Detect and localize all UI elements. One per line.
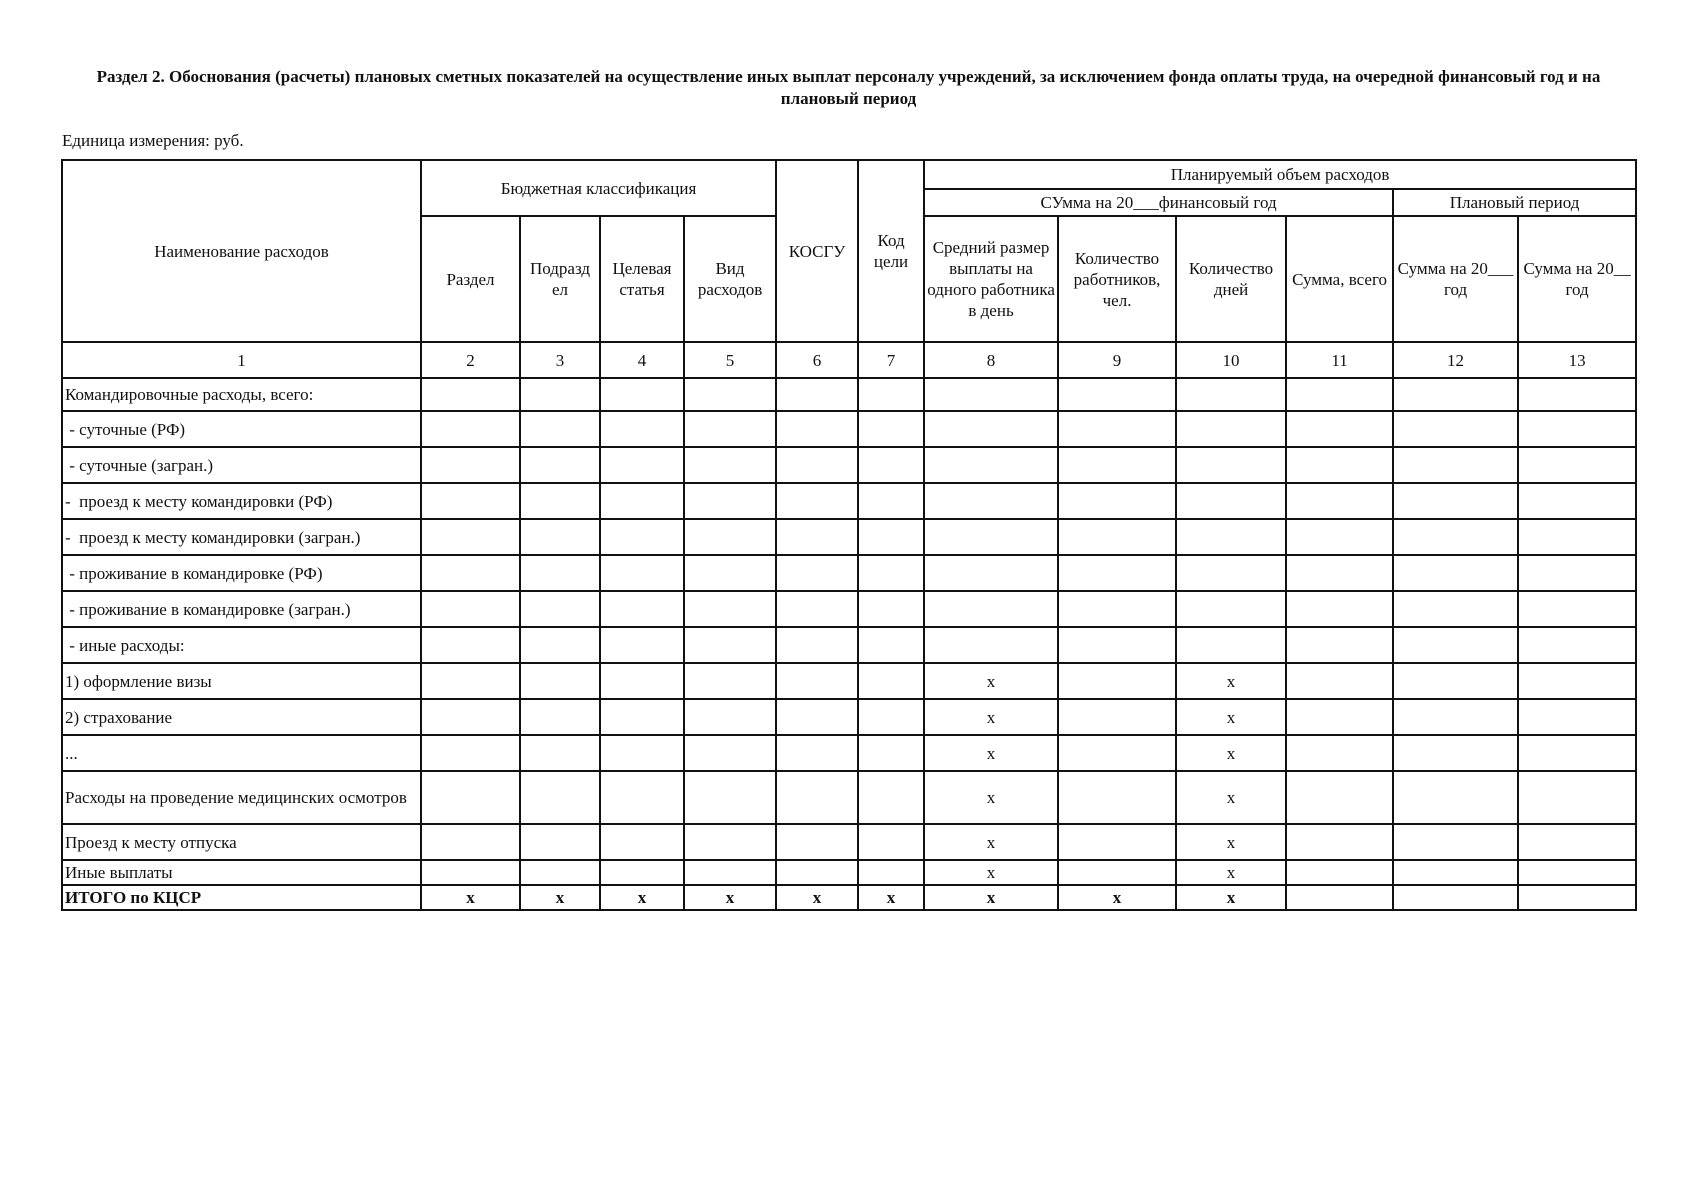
row-cell-12[interactable] [1393, 519, 1518, 555]
row-cell-5[interactable] [684, 699, 776, 735]
total-cell-7: х [858, 885, 924, 910]
row-cell-8 [924, 627, 1058, 663]
row-cell-7[interactable] [858, 824, 924, 860]
row-cell-8 [924, 378, 1058, 411]
row-cell-4[interactable] [600, 411, 684, 447]
row-cell-13[interactable] [1518, 860, 1636, 885]
total-cell-4: х [600, 885, 684, 910]
row-cell-5[interactable] [684, 735, 776, 771]
row-cell-4[interactable] [600, 483, 684, 519]
row-cell-7[interactable] [858, 591, 924, 627]
row-cell-11[interactable] [1286, 735, 1393, 771]
row-cell-13[interactable] [1518, 411, 1636, 447]
header-sum-current-year: СУмма на 20___финансовый год [924, 189, 1393, 216]
col-number: 13 [1518, 342, 1636, 378]
row-cell-8 [924, 483, 1058, 519]
row-name: ... [62, 735, 421, 771]
row-cell-12[interactable] [1393, 591, 1518, 627]
row-cell-4[interactable] [600, 771, 684, 824]
row-cell-13[interactable] [1518, 663, 1636, 699]
row-cell-4[interactable] [600, 555, 684, 591]
row-cell-4[interactable] [600, 735, 684, 771]
table-row [62, 483, 1636, 519]
row-cell-2[interactable] [421, 699, 520, 735]
row-cell-7[interactable] [858, 447, 924, 483]
row-cell-3[interactable] [520, 699, 600, 735]
row-cell-11[interactable] [1286, 824, 1393, 860]
row-cell-8: х [924, 860, 1058, 885]
row-cell-10 [1176, 591, 1286, 627]
row-cell-2[interactable] [421, 447, 520, 483]
row-cell-9[interactable] [1058, 555, 1176, 591]
table-row [62, 411, 1636, 447]
row-cell-2[interactable] [421, 824, 520, 860]
row-cell-11[interactable] [1286, 771, 1393, 824]
row-cell-2[interactable] [421, 483, 520, 519]
row-cell-13[interactable] [1518, 378, 1636, 411]
row-cell-4[interactable] [600, 591, 684, 627]
row-cell-11[interactable] [1286, 627, 1393, 663]
row-cell-12[interactable] [1393, 663, 1518, 699]
total-cell-6: х [776, 885, 858, 910]
row-cell-4[interactable] [600, 860, 684, 885]
row-cell-9[interactable] [1058, 824, 1176, 860]
col-number: 2 [421, 342, 520, 378]
row-cell-6[interactable] [776, 378, 858, 411]
table-row [62, 771, 1636, 824]
row-cell-9[interactable] [1058, 860, 1176, 885]
col-number: 10 [1176, 342, 1286, 378]
row-cell-12[interactable] [1393, 555, 1518, 591]
col-number: 1 [62, 342, 421, 378]
header-podrazdel: Подразд ел [520, 216, 600, 342]
row-cell-10 [1176, 411, 1286, 447]
row-cell-4[interactable] [600, 663, 684, 699]
row-cell-10 [1176, 555, 1286, 591]
row-cell-11[interactable] [1286, 663, 1393, 699]
row-cell-12[interactable] [1393, 447, 1518, 483]
row-cell-9[interactable] [1058, 519, 1176, 555]
row-cell-3[interactable] [520, 771, 600, 824]
row-cell-10: х [1176, 699, 1286, 735]
row-cell-3[interactable] [520, 591, 600, 627]
row-cell-6[interactable] [776, 663, 858, 699]
row-cell-7[interactable] [858, 378, 924, 411]
row-cell-5[interactable] [684, 519, 776, 555]
row-cell-13[interactable] [1518, 627, 1636, 663]
col-number: 11 [1286, 342, 1393, 378]
row-cell-13[interactable] [1518, 591, 1636, 627]
total-cell-12[interactable] [1393, 885, 1518, 910]
row-cell-3[interactable] [520, 378, 600, 411]
row-cell-2[interactable] [421, 411, 520, 447]
row-cell-9[interactable] [1058, 447, 1176, 483]
row-cell-9[interactable] [1058, 663, 1176, 699]
row-cell-3[interactable] [520, 483, 600, 519]
col-number: 4 [600, 342, 684, 378]
row-cell-12[interactable] [1393, 483, 1518, 519]
row-cell-11[interactable] [1286, 555, 1393, 591]
row-cell-10 [1176, 447, 1286, 483]
row-cell-2[interactable] [421, 735, 520, 771]
row-cell-6[interactable] [776, 555, 858, 591]
table-row [62, 824, 1636, 860]
col-number: 12 [1393, 342, 1518, 378]
row-cell-5[interactable] [684, 591, 776, 627]
col-number: 9 [1058, 342, 1176, 378]
row-cell-3[interactable] [520, 447, 600, 483]
row-cell-10: х [1176, 663, 1286, 699]
row-cell-3[interactable] [520, 735, 600, 771]
row-cell-10: х [1176, 735, 1286, 771]
table-row [62, 735, 1636, 771]
row-cell-9[interactable] [1058, 699, 1176, 735]
col-number: 5 [684, 342, 776, 378]
header-avg-payment: Средний размер выплаты на одного работника в день [924, 216, 1058, 342]
total-cell-8: х [924, 885, 1058, 910]
row-name: Расходы на проведение медицинских осмотров [62, 771, 421, 824]
row-cell-9[interactable] [1058, 378, 1176, 411]
row-cell-7[interactable] [858, 699, 924, 735]
row-cell-13[interactable] [1518, 447, 1636, 483]
row-cell-4[interactable] [600, 447, 684, 483]
row-cell-10 [1176, 519, 1286, 555]
row-cell-12[interactable] [1393, 735, 1518, 771]
row-cell-13[interactable] [1518, 483, 1636, 519]
row-cell-4[interactable] [600, 378, 684, 411]
table-row [62, 591, 1636, 627]
table-row [62, 699, 1636, 735]
row-cell-11[interactable] [1286, 519, 1393, 555]
row-cell-4[interactable] [600, 699, 684, 735]
col-number: 8 [924, 342, 1058, 378]
table-row [62, 663, 1636, 699]
row-cell-7[interactable] [858, 860, 924, 885]
header-sum-year-2: Сумма на 20__ год [1518, 216, 1636, 342]
row-name: - проезд к месту командировки (загран.) [62, 519, 421, 555]
col-number: 6 [776, 342, 858, 378]
header-name: Наименование расходов [62, 160, 421, 342]
table-row [62, 519, 1636, 555]
row-cell-13[interactable] [1518, 735, 1636, 771]
row-cell-10 [1176, 378, 1286, 411]
row-cell-9[interactable] [1058, 591, 1176, 627]
row-cell-5[interactable] [684, 860, 776, 885]
total-cell-5: х [684, 885, 776, 910]
row-cell-11[interactable] [1286, 483, 1393, 519]
total-cell-13[interactable] [1518, 885, 1636, 910]
col-number: 3 [520, 342, 600, 378]
header-days-count: Количество дней [1176, 216, 1286, 342]
table-row [62, 555, 1636, 591]
section-title: Раздел 2. Обоснования (расчеты) плановых сметных показателей на осуществление иных выплат персоналу учреждений, за исключением фонда оплаты труда, на очередной финансовый год и на плановый период [96, 67, 1601, 108]
header-kosgu: КОСГУ [776, 160, 858, 342]
table-row [62, 378, 1636, 411]
row-cell-10: х [1176, 860, 1286, 885]
row-name: - проживание в командировке (РФ) [62, 555, 421, 591]
table-row [62, 447, 1636, 483]
row-cell-3[interactable] [520, 411, 600, 447]
column-number-row [62, 342, 1636, 378]
row-cell-2[interactable] [421, 591, 520, 627]
row-cell-5[interactable] [684, 771, 776, 824]
row-cell-7[interactable] [858, 627, 924, 663]
header-kod-celi: Код цели [858, 160, 924, 342]
row-cell-9[interactable] [1058, 735, 1176, 771]
total-row [62, 885, 1636, 910]
row-cell-3[interactable] [520, 519, 600, 555]
header-vid-rashodov: Вид расходов [684, 216, 776, 342]
table-row [62, 627, 1636, 663]
row-cell-5[interactable] [684, 483, 776, 519]
header-razdel: Раздел [421, 216, 520, 342]
row-cell-12[interactable] [1393, 699, 1518, 735]
header-celevaya-statya: Целевая статья [600, 216, 684, 342]
row-cell-2[interactable] [421, 378, 520, 411]
row-cell-9[interactable] [1058, 627, 1176, 663]
row-cell-2[interactable] [421, 555, 520, 591]
row-cell-7[interactable] [858, 519, 924, 555]
expense-justification-table [61, 159, 1637, 911]
row-cell-10 [1176, 483, 1286, 519]
row-cell-13[interactable] [1518, 771, 1636, 824]
row-name: - проживание в командировке (загран.) [62, 591, 421, 627]
row-cell-6[interactable] [776, 771, 858, 824]
row-cell-6[interactable] [776, 735, 858, 771]
row-cell-5[interactable] [684, 447, 776, 483]
row-cell-2[interactable] [421, 771, 520, 824]
row-cell-6[interactable] [776, 411, 858, 447]
row-cell-11[interactable] [1286, 860, 1393, 885]
total-cell-10: х [1176, 885, 1286, 910]
row-cell-2[interactable] [421, 663, 520, 699]
row-cell-12[interactable] [1393, 860, 1518, 885]
row-cell-6[interactable] [776, 699, 858, 735]
row-cell-6[interactable] [776, 591, 858, 627]
row-cell-7[interactable] [858, 555, 924, 591]
row-cell-8: х [924, 771, 1058, 824]
total-cell-2: х [421, 885, 520, 910]
row-cell-6[interactable] [776, 860, 858, 885]
row-name: - суточные (загран.) [62, 447, 421, 483]
header-sum-total: Сумма, всего [1286, 216, 1393, 342]
row-cell-9[interactable] [1058, 771, 1176, 824]
row-cell-12[interactable] [1393, 411, 1518, 447]
row-cell-6[interactable] [776, 483, 858, 519]
row-cell-3[interactable] [520, 824, 600, 860]
row-cell-2[interactable] [421, 519, 520, 555]
row-cell-4[interactable] [600, 824, 684, 860]
row-cell-11[interactable] [1286, 411, 1393, 447]
row-name: 2) страхование [62, 699, 421, 735]
row-cell-8: х [924, 824, 1058, 860]
row-cell-8: х [924, 735, 1058, 771]
row-cell-11[interactable] [1286, 378, 1393, 411]
row-cell-12[interactable] [1393, 771, 1518, 824]
total-cell-3: х [520, 885, 600, 910]
row-name: - иные расходы: [62, 627, 421, 663]
row-cell-3[interactable] [520, 860, 600, 885]
header-sum-year-1: Сумма на 20___ год [1393, 216, 1518, 342]
row-cell-7[interactable] [858, 663, 924, 699]
row-cell-5[interactable] [684, 555, 776, 591]
header-workers-count: Количество работников, чел. [1058, 216, 1176, 342]
row-cell-8 [924, 555, 1058, 591]
row-cell-11[interactable] [1286, 699, 1393, 735]
total-cell-11[interactable] [1286, 885, 1393, 910]
row-cell-8 [924, 591, 1058, 627]
row-name: Проезд к месту отпуска [62, 824, 421, 860]
row-cell-7[interactable] [858, 411, 924, 447]
row-cell-9[interactable] [1058, 411, 1176, 447]
header-plan-period: Плановый период [1393, 189, 1636, 216]
row-cell-8 [924, 411, 1058, 447]
row-cell-8 [924, 447, 1058, 483]
total-label: ИТОГО по КЦСР [62, 885, 421, 910]
header-planned-volume: Планируемый объем расходов [924, 160, 1636, 189]
row-cell-9[interactable] [1058, 483, 1176, 519]
row-cell-5[interactable] [684, 663, 776, 699]
row-cell-5[interactable] [684, 627, 776, 663]
row-cell-8 [924, 519, 1058, 555]
row-cell-8: х [924, 663, 1058, 699]
row-cell-6[interactable] [776, 824, 858, 860]
row-cell-13[interactable] [1518, 699, 1636, 735]
row-cell-12[interactable] [1393, 378, 1518, 411]
row-cell-13[interactable] [1518, 824, 1636, 860]
row-name: Командировочные расходы, всего: [62, 378, 421, 411]
unit-label: Единица измерения: руб. [62, 131, 244, 150]
row-cell-2[interactable] [421, 627, 520, 663]
row-name: Иные выплаты [62, 860, 421, 885]
row-cell-13[interactable] [1518, 519, 1636, 555]
row-cell-10: х [1176, 824, 1286, 860]
row-cell-4[interactable] [600, 519, 684, 555]
row-cell-3[interactable] [520, 627, 600, 663]
row-cell-12[interactable] [1393, 627, 1518, 663]
row-cell-10: х [1176, 771, 1286, 824]
row-cell-6[interactable] [776, 627, 858, 663]
row-cell-5[interactable] [684, 824, 776, 860]
row-cell-11[interactable] [1286, 447, 1393, 483]
row-cell-6[interactable] [776, 447, 858, 483]
row-cell-11[interactable] [1286, 591, 1393, 627]
col-number: 7 [858, 342, 924, 378]
row-cell-5[interactable] [684, 411, 776, 447]
row-cell-2[interactable] [421, 860, 520, 885]
row-cell-10 [1176, 627, 1286, 663]
row-name: - проезд к месту командировки (РФ) [62, 483, 421, 519]
row-cell-3[interactable] [520, 555, 600, 591]
row-cell-12[interactable] [1393, 824, 1518, 860]
row-cell-4[interactable] [600, 627, 684, 663]
row-cell-5[interactable] [684, 378, 776, 411]
row-name: - суточные (РФ) [62, 411, 421, 447]
total-cell-9: х [1058, 885, 1176, 910]
row-cell-7[interactable] [858, 483, 924, 519]
row-cell-8: х [924, 699, 1058, 735]
header-budget-classification: Бюджетная классификация [421, 160, 776, 216]
row-name: 1) оформление визы [62, 663, 421, 699]
row-cell-7[interactable] [858, 771, 924, 824]
row-cell-7[interactable] [858, 735, 924, 771]
table-row [62, 860, 1636, 885]
row-cell-13[interactable] [1518, 555, 1636, 591]
row-cell-3[interactable] [520, 663, 600, 699]
row-cell-6[interactable] [776, 519, 858, 555]
